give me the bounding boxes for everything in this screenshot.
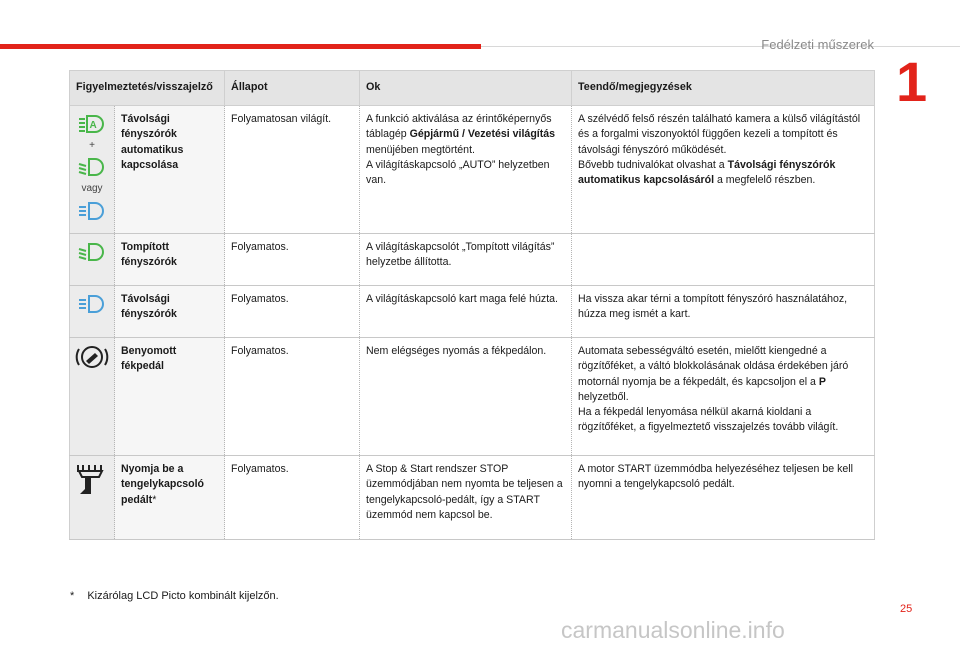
header-rule	[481, 46, 960, 47]
warning-state: Folyamatos.	[225, 456, 360, 540]
clutch-pedal-icon	[73, 462, 111, 496]
auto-high-beam-icon	[77, 112, 107, 136]
table-row	[70, 456, 875, 540]
warning-action: A szélvédő felső részén található kamera a külső világítástól és a forgalmi viszonyoktól függően kezeli a tompított és távolsági fényszóró működését. Bővebb tudnivalókat olvashat a Távolsági fényszórók automatikus kapcsolásáról a megfelelő részben.	[572, 106, 875, 234]
table-row	[70, 234, 875, 286]
header-warning: Figyelmeztetés/visszajelző	[70, 71, 225, 106]
warning-lamp-cell	[70, 234, 115, 286]
warning-action: Ha vissza akar térni a tompított fényszóró használatához, húzza meg ismét a kart.	[572, 286, 875, 338]
warning-lights-table	[69, 70, 875, 540]
or-label: vagy	[81, 183, 103, 195]
header-accent-bar	[0, 44, 481, 49]
warning-name: Távolsági fényszórók	[115, 286, 225, 338]
warning-cause: A Stop & Start rendszer STOP üzemmódjában nem nyomta be teljesen a tengelykapcsoló-pedált, így a START üzemmód nem kapcsol be.	[360, 456, 572, 540]
header-cause: Ok	[360, 71, 572, 106]
high-beam-icon	[77, 292, 107, 316]
low-beam-icon	[77, 155, 107, 179]
low-beam-icon	[77, 240, 107, 264]
warning-name: Nyomja be a tengelykapcsoló pedált*	[115, 456, 225, 540]
warning-state: Folyamatos.	[225, 234, 360, 286]
footnote	[70, 590, 279, 602]
warning-state: Folyamatosan világít.	[225, 106, 360, 234]
warning-state: Folyamatos.	[225, 286, 360, 338]
brake-pedal-icon	[75, 344, 109, 370]
warning-action: Automata sebességváltó esetén, mielőtt kiengedné a rögzítőféket, a váltó blokkolásának oldása érdekében járó motornál nyomja be a fékpedált, és kapcsoljon el a P helyzetből. Ha a fékpedál lenyomása nélkül akarná kioldani a rögzítőféket, a figyelmeztető visszajelzés tovább világít.	[572, 338, 875, 456]
warning-action: A motor START üzemmódba helyezéséhez teljesen be kell nyomni a tengelykapcsoló pedált.	[572, 456, 875, 540]
warning-cause: A világításkapcsolót „Tompított világítás” helyzetbe állította.	[360, 234, 572, 286]
table-row	[70, 106, 875, 234]
warning-name: Tompított fényszórók	[115, 234, 225, 286]
header-action: Teendő/megjegyzések	[572, 71, 875, 106]
table-header-row	[70, 71, 875, 106]
watermark: carmanualsonline.info	[561, 617, 785, 643]
footnote-text: Kizárólag LCD Picto kombinált kijelzőn.	[87, 590, 279, 602]
warning-lamp-cell	[70, 106, 115, 234]
warning-name: Benyomott fékpedál	[115, 338, 225, 456]
section-title: Fedélzeti műszerek	[761, 37, 874, 52]
footnote-marker: *	[70, 590, 75, 602]
warning-lamp-cell	[70, 456, 115, 540]
plus-sign: +	[89, 140, 95, 151]
warning-cause: A világításkapcsoló kart maga felé húzta.	[360, 286, 572, 338]
warning-state: Folyamatos.	[225, 338, 360, 456]
warning-cause: A funkció aktiválása az érintőképernyős táblagép Gépjármű / Vezetési világítás menüjében megtörtént. A világításkapcsoló „AUTO” helyzetben van.	[360, 106, 572, 234]
warning-cause: Nem elégséges nyomás a fékpedálon.	[360, 338, 572, 456]
warning-lamp-cell	[70, 286, 115, 338]
svg-text:A: A	[89, 120, 97, 131]
page-number: 25	[900, 603, 913, 615]
chapter-number: 1	[896, 50, 928, 113]
table-row	[70, 338, 875, 456]
warning-action	[572, 234, 875, 286]
header-state: Állapot	[225, 71, 360, 106]
table-row	[70, 286, 875, 338]
high-beam-icon	[77, 199, 107, 223]
warning-name: Távolsági fényszórók automatikus kapcsolása	[115, 106, 225, 234]
warning-lamp-cell	[70, 338, 115, 456]
